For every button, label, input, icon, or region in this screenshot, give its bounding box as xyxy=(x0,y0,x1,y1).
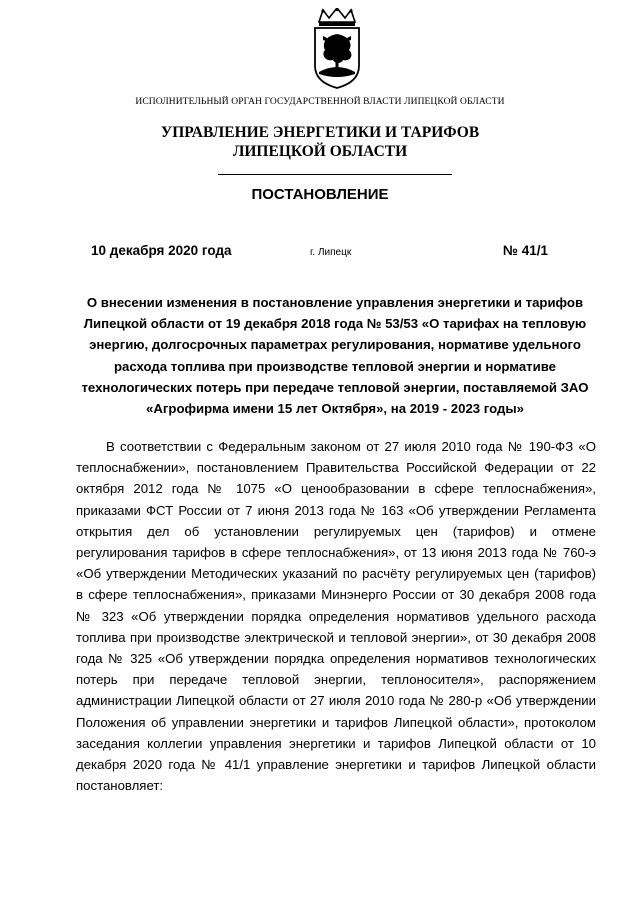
department-name xyxy=(0,123,640,161)
header-divider xyxy=(218,174,452,175)
department-line-1: УПРАВЛЕНИЕ ЭНЕРГЕТИКИ И ТАРИФОВ xyxy=(160,124,480,141)
document-type: ПОСТАНОВЛЕНИЕ xyxy=(251,186,389,203)
document-number: № 41/1 xyxy=(502,243,548,258)
document-date: 10 декабря 2020 года xyxy=(91,243,232,258)
document-city: г. Липецк xyxy=(310,247,352,258)
department-line-2: ЛИПЕЦКОЙ ОБЛАСТИ xyxy=(232,143,408,160)
lipetsk-coat-of-arms-icon xyxy=(307,8,367,90)
document-body: В соответствии с Федеральным законом от 27 июля 2010 года № 190-ФЗ «О теплоснабжении», постановлением Правительства Российской Федерации от 22 октября 2012 года № 1075 «О ценообразовании в сфере теплоснабжения», приказами ФСТ России от 7 июня 2013 года № 163 «Об утверждении Регламента открытия дел об установлении регулируемых цен (тарифов) и отмене регулирования тарифов в сфере теплоснабжения», от 13 июня 2013 года № 760-э «Об утверждении Методических указаний по расчёту регулируемых цен (тарифов) в сфере теплоснабжения», приказами Минэнерго России от 30 декабря 2008 года № 323 «Об утверждении порядка определения нормативов удельного расхода топлива при производстве электрической и тепловой энергии», от 30 декабря 2008 года № 325 «Об утверждении порядка определения нормативов технологических потерь при передаче тепловой энергии, теплоносителя», распоряжением администрации Липецкой области от 27 июля 2010 года № 280-р «Об утверждении Положения об управлении энергетики и тарифов Липецкой области», протоколом заседания коллегии управления энергетики и тарифов Липецкой области от 10 декабря 2020 года № 41/1 управление энергетики и тарифов Липецкой области постановляет: xyxy=(76,439,596,794)
organization-line: ИСПОЛНИТЕЛЬНЫЙ ОРГАН ГОСУДАРСТВЕННОЙ ВЛАСТИ ЛИПЕЦКОЙ ОБЛАСТИ xyxy=(135,97,505,107)
document-title: О внесении изменения в постановление управления энергетики и тарифов Липецкой области от 19 декабря 2018 года № 53/53 «О тарифах на тепловую энергию, долгосрочных параметрах регулирования, нормативе удельного расхода топлива при производстве тепловой энергии и нормативе технологических потерь при передаче тепловой энергии, поставляемой ЗАО «Агрофирма имени 15 лет Октября», на 2019 - 2023 годы» xyxy=(81,295,589,417)
